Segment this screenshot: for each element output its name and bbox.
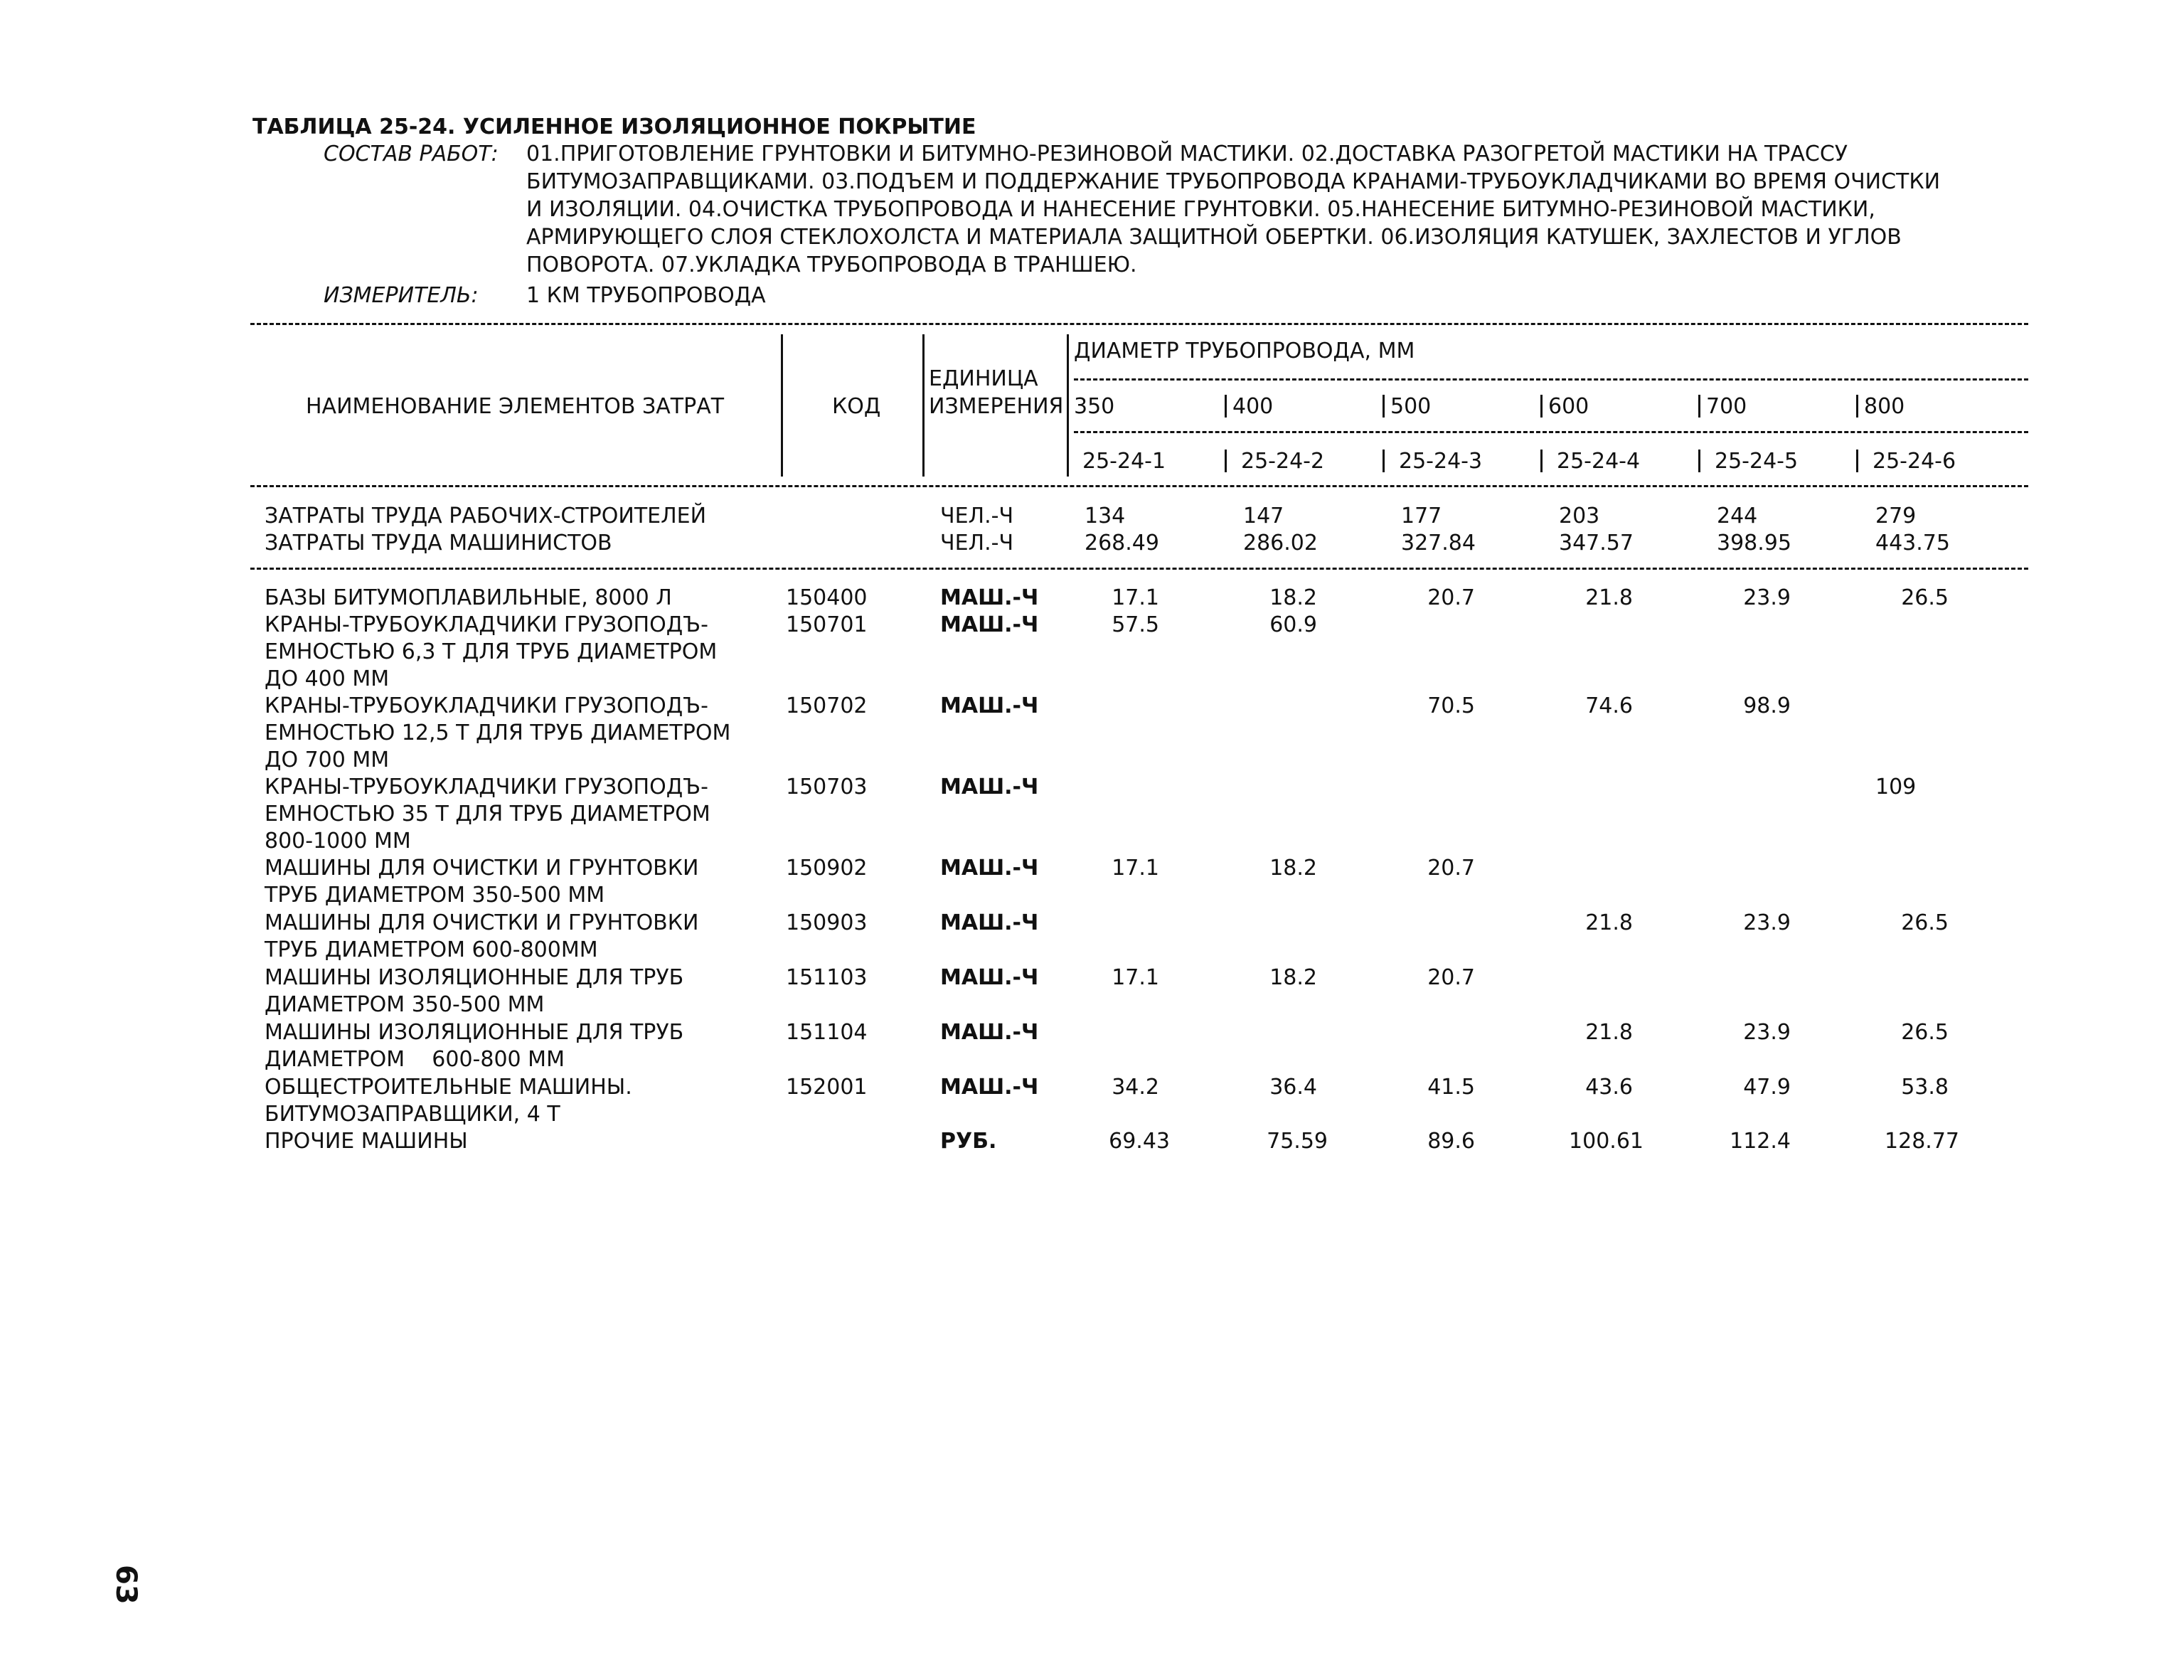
header-inner-rule <box>1074 378 2028 381</box>
machine-value: 89.6 <box>1427 1129 1475 1154</box>
column-divider <box>1067 450 1069 472</box>
machine-code: 150902 <box>786 856 868 881</box>
machine-value: 100.61 <box>1569 1129 1644 1154</box>
column-divider <box>1383 450 1385 472</box>
labor-value: 177 <box>1401 504 1442 528</box>
measure-label: ИЗМЕРИТЕЛЬ: <box>324 283 479 308</box>
composition-line: БИТУМОЗАПРАВЩИКАМИ. 03.ПОДЪЕМ И ПОДДЕРЖАНИЕ ТРУБОПРОВОДА КРАНАМИ-ТРУБОУКЛАДЧИКАМИ ВО ВРЕМЯ ОЧИСТКИ <box>526 169 1941 194</box>
header-code-column: КОД <box>832 394 881 419</box>
code-25-24-5: 25-24-5 <box>1715 449 1799 474</box>
machine-value: 128.77 <box>1885 1129 1959 1154</box>
column-divider <box>1698 395 1700 418</box>
machine-value: 47.9 <box>1743 1075 1791 1100</box>
machine-value: 23.9 <box>1743 910 1791 935</box>
machine-value: 21.8 <box>1585 1020 1633 1045</box>
labor-value: 134 <box>1085 504 1126 528</box>
machine-name: ОБЩЕСТРОИТЕЛЬНЫЕ МАШИНЫ. <box>265 1075 632 1100</box>
machine-code: 152001 <box>786 1075 868 1100</box>
composition-line: 01.ПРИГОТОВЛЕНИЕ ГРУНТОВКИ И БИТУМНО-РЕЗИНОВОЙ МАСТИКИ. 02.ДОСТАВКА РАЗОГРЕТОЙ МАСТИКИ НА ТРАССУ <box>526 142 1848 166</box>
labor-value: 244 <box>1717 504 1758 528</box>
code-25-24-1: 25-24-1 <box>1082 449 1166 474</box>
diameter-500: 500 <box>1390 394 1432 419</box>
machine-value: 17.1 <box>1112 856 1159 881</box>
machine-value: 57.5 <box>1112 612 1159 637</box>
machine-name: МАШИНЫ ДЛЯ ОЧИСТКИ И ГРУНТОВКИ <box>265 910 699 935</box>
machine-name: БИТУМОЗАПРАВЩИКИ, 4 Т <box>265 1102 560 1127</box>
machine-unit: МАШ.-Ч <box>940 856 1039 881</box>
machine-unit: МАШ.-Ч <box>940 775 1039 799</box>
machine-code: 150702 <box>786 693 868 718</box>
code-25-24-4: 25-24-4 <box>1557 449 1641 474</box>
machine-value: 26.5 <box>1901 585 1949 610</box>
machine-unit: МАШ.-Ч <box>940 585 1039 610</box>
composition-line: И ИЗОЛЯЦИИ. 04.ОЧИСТКА ТРУБОПРОВОДА И НАНЕСЕНИЕ ГРУНТОВКИ. 05.НАНЕСЕНИЕ БИТУМНО-РЕЗИНОВОЙ МАСТИКИ, <box>526 197 1875 222</box>
machine-value: 34.2 <box>1112 1075 1159 1100</box>
machine-unit: МАШ.-Ч <box>940 693 1039 718</box>
labor-value: 327.84 <box>1401 531 1476 555</box>
machine-value: 26.5 <box>1901 910 1949 935</box>
header-bottom-rule <box>250 485 2028 487</box>
code-25-24-2: 25-24-2 <box>1241 449 1325 474</box>
machine-name: 800-1000 ММ <box>265 829 411 854</box>
labor-unit: ЧЕЛ.-Ч <box>940 504 1014 528</box>
machine-name: ЕМНОСТЬЮ 12,5 Т ДЛЯ ТРУБ ДИАМЕТРОМ <box>265 721 731 745</box>
machine-code: 150400 <box>786 585 868 610</box>
composition-line: АРМИРУЮЩЕГО СЛОЯ СТЕКЛОХОЛСТА И МАТЕРИАЛА ЗАЩИТНОЙ ОБЕРТКИ. 06.ИЗОЛЯЦИЯ КАТУШЕК, ЗАХЛЕСТОВ И УГЛОВ <box>526 225 1902 250</box>
machine-value: 36.4 <box>1269 1075 1317 1100</box>
machine-value: 109 <box>1875 775 1917 799</box>
machine-name: ЕМНОСТЬЮ 6,3 Т ДЛЯ ТРУБ ДИАМЕТРОМ <box>265 639 718 664</box>
machine-name: ЕМНОСТЬЮ 35 Т ДЛЯ ТРУБ ДИАМЕТРОМ <box>265 802 710 826</box>
labor-value: 347.57 <box>1559 531 1634 555</box>
machine-name: КРАНЫ-ТРУБОУКЛАДЧИКИ ГРУЗОПОДЪ- <box>265 693 708 718</box>
machine-value: 18.2 <box>1269 585 1317 610</box>
column-divider <box>1540 395 1543 418</box>
code-25-24-6: 25-24-6 <box>1873 449 1956 474</box>
machine-name: КРАНЫ-ТРУБОУКЛАДЧИКИ ГРУЗОПОДЪ- <box>265 775 708 799</box>
composition-label: СОСТАВ РАБОТ: <box>324 142 499 166</box>
machine-value: 41.5 <box>1427 1075 1475 1100</box>
page-number: 63 <box>110 1565 142 1605</box>
machine-name: МАШИНЫ ИЗОЛЯЦИОННЫЕ ДЛЯ ТРУБ <box>265 965 684 990</box>
machine-name: КРАНЫ-ТРУБОУКЛАДЧИКИ ГРУЗОПОДЪ- <box>265 612 708 637</box>
diameter-600: 600 <box>1548 394 1589 419</box>
machine-value: 17.1 <box>1112 585 1159 610</box>
header-name-column: НАИМЕНОВАНИЕ ЭЛЕМЕНТОВ ЗАТРАТ <box>306 394 725 419</box>
labor-name: ЗАТРАТЫ ТРУДА МАШИНИСТОВ <box>265 531 612 555</box>
machine-unit: РУБ. <box>940 1129 997 1154</box>
labor-value: 286.02 <box>1243 531 1318 555</box>
header-unit-line2: ИЗМЕРЕНИЯ <box>929 394 1064 419</box>
column-divider <box>1856 450 1858 472</box>
column-divider <box>781 334 783 477</box>
labor-value: 203 <box>1559 504 1600 528</box>
machine-value: 60.9 <box>1269 612 1317 637</box>
column-divider <box>1698 450 1700 472</box>
machine-unit: МАШ.-Ч <box>940 1075 1039 1100</box>
labor-unit: ЧЕЛ.-Ч <box>940 531 1014 555</box>
machine-value: 20.7 <box>1427 856 1475 881</box>
machine-name: ДИАМЕТРОМ 600-800 ММ <box>265 1047 565 1072</box>
column-divider <box>1540 450 1543 472</box>
composition-line: ПОВОРОТА. 07.УКЛАДКА ТРУБОПРОВОДА В ТРАНШЕЮ. <box>526 252 1137 277</box>
machine-value: 26.5 <box>1901 1020 1949 1045</box>
machine-code: 151103 <box>786 965 868 990</box>
machine-name: БАЗЫ БИТУМОПЛАВИЛЬНЫЕ, 8000 Л <box>265 585 672 610</box>
header-unit-line1: ЕДИНИЦА <box>929 366 1038 391</box>
machine-unit: МАШ.-Ч <box>940 910 1039 935</box>
machine-value: 43.6 <box>1585 1075 1633 1100</box>
machine-value: 53.8 <box>1901 1075 1949 1100</box>
header-inner-rule <box>1074 431 2028 433</box>
column-divider <box>1383 395 1385 418</box>
labor-value: 443.75 <box>1875 531 1950 555</box>
machine-value: 21.8 <box>1585 585 1633 610</box>
machine-unit: МАШ.-Ч <box>940 1020 1039 1045</box>
machine-value: 20.7 <box>1427 965 1475 990</box>
machine-value: 98.9 <box>1743 693 1791 718</box>
labor-value: 398.95 <box>1717 531 1791 555</box>
machine-value: 21.8 <box>1585 910 1633 935</box>
machine-name: ПРОЧИЕ МАШИНЫ <box>265 1129 468 1154</box>
column-divider <box>922 334 925 477</box>
machine-value: 70.5 <box>1427 693 1475 718</box>
machine-value: 18.2 <box>1269 856 1317 881</box>
machine-unit: МАШ.-Ч <box>940 965 1039 990</box>
table-title: ТАБЛИЦА 25-24. УСИЛЕННОЕ ИЗОЛЯЦИОННОЕ ПОКРЫТИЕ <box>252 115 976 139</box>
machine-code: 150701 <box>786 612 868 637</box>
column-divider <box>1856 395 1858 418</box>
labor-value: 268.49 <box>1085 531 1159 555</box>
machine-code: 150703 <box>786 775 868 799</box>
machine-name: ДИАМЕТРОМ 350-500 ММ <box>265 992 545 1017</box>
diameter-350: 350 <box>1074 394 1115 419</box>
column-divider <box>1225 450 1227 472</box>
machine-value: 18.2 <box>1269 965 1317 990</box>
labor-value: 147 <box>1243 504 1284 528</box>
machine-name: ТРУБ ДИАМЕТРОМ 350-500 ММ <box>265 883 605 908</box>
header-diameter: ДИАМЕТР ТРУБОПРОВОДА, ММ <box>1074 339 1415 363</box>
machine-name: ДО 700 ММ <box>265 748 390 772</box>
labor-value: 279 <box>1875 504 1917 528</box>
machine-value: 23.9 <box>1743 1020 1791 1045</box>
labor-name: ЗАТРАТЫ ТРУДА РАБОЧИХ-СТРОИТЕЛЕЙ <box>265 504 707 528</box>
measure-value: 1 КМ ТРУБОПРОВОДА <box>526 283 766 308</box>
machine-name: ДО 400 ММ <box>265 666 390 691</box>
table-top-rule <box>250 323 2028 325</box>
machine-value: 17.1 <box>1112 965 1159 990</box>
machine-value: 75.59 <box>1267 1129 1328 1154</box>
machine-unit: МАШ.-Ч <box>940 612 1039 637</box>
machine-value: 20.7 <box>1427 585 1475 610</box>
machine-value: 112.4 <box>1730 1129 1791 1154</box>
column-divider <box>1225 395 1227 418</box>
machine-value: 74.6 <box>1585 693 1633 718</box>
diameter-400: 400 <box>1232 394 1274 419</box>
machine-name: МАШИНЫ ИЗОЛЯЦИОННЫЕ ДЛЯ ТРУБ <box>265 1020 684 1045</box>
machine-name: ТРУБ ДИАМЕТРОМ 600-800ММ <box>265 937 598 962</box>
machine-value: 69.43 <box>1109 1129 1170 1154</box>
machine-code: 151104 <box>786 1020 868 1045</box>
machine-value: 23.9 <box>1743 585 1791 610</box>
section-rule <box>250 568 2028 570</box>
machine-code: 150903 <box>786 910 868 935</box>
code-25-24-3: 25-24-3 <box>1399 449 1483 474</box>
diameter-700: 700 <box>1706 394 1747 419</box>
machine-name: МАШИНЫ ДЛЯ ОЧИСТКИ И ГРУНТОВКИ <box>265 856 699 881</box>
diameter-800: 800 <box>1864 394 1905 419</box>
